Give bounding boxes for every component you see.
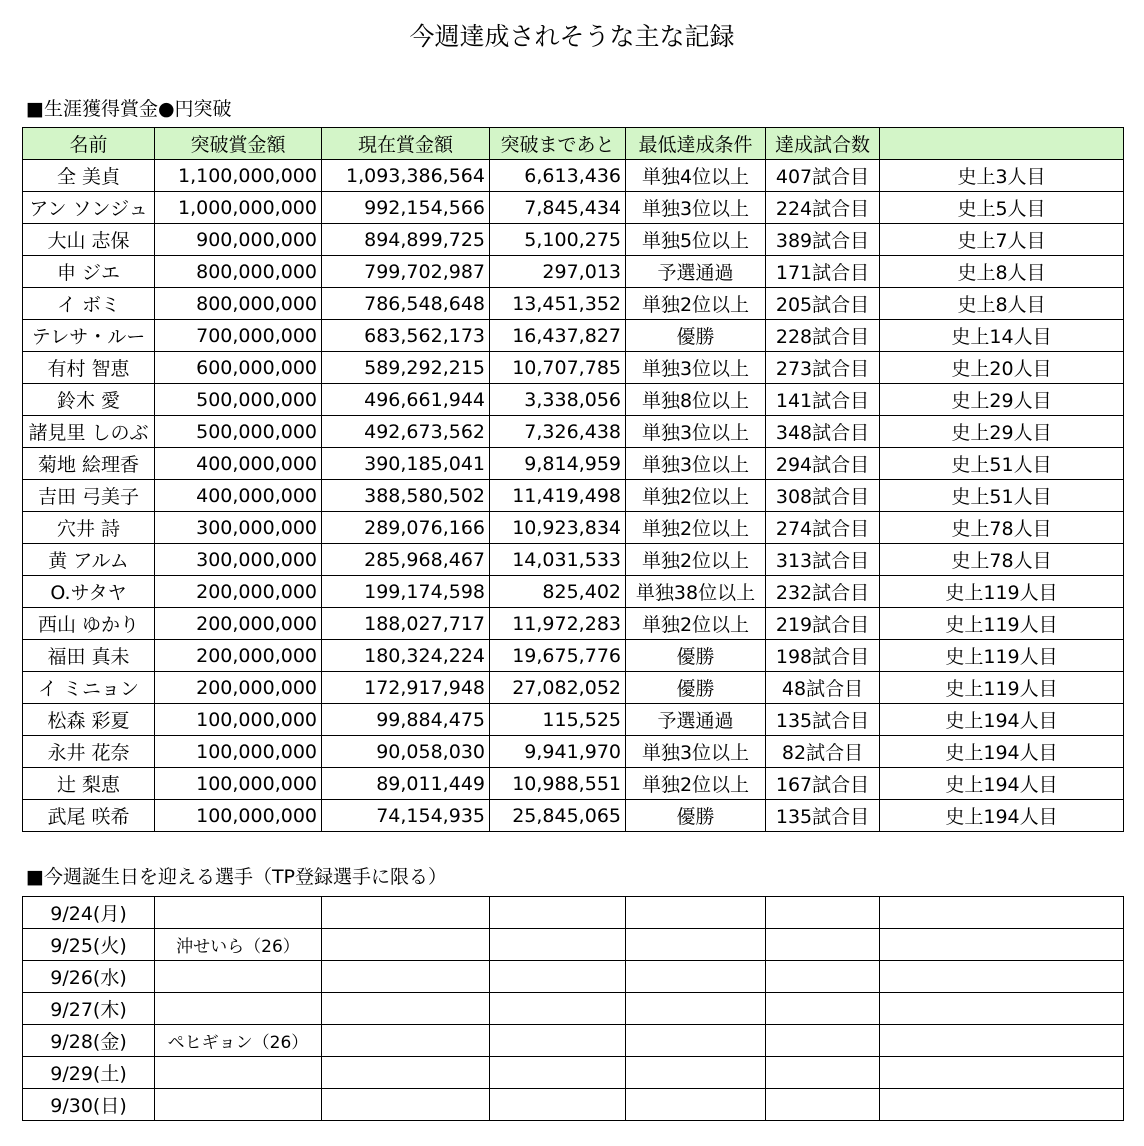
player-name-cell: 松森 彩夏 [23,704,155,736]
match-count-cell: 135試合目 [766,800,880,832]
match-count-cell: 141試合目 [766,384,880,416]
record-rank-cell: 史上8人目 [880,256,1124,288]
birthday-player-cell: 沖せいら（26） [155,929,322,961]
birthday-row [23,993,1124,1025]
remaining-amount-cell: 6,613,436 [490,160,626,192]
match-count-cell: 48試合目 [766,672,880,704]
birthday-row [23,961,1124,993]
match-count-cell: 348試合目 [766,416,880,448]
remaining-amount-cell: 11,972,283 [490,608,626,640]
player-name-cell: O.サタヤ [23,576,155,608]
remaining-amount-cell: 27,082,052 [490,672,626,704]
header-target-prize: 突破賞金額 [155,128,322,160]
table-row [23,736,1124,768]
remaining-amount-cell: 11,419,498 [490,480,626,512]
target-prize-cell: 200,000,000 [155,576,322,608]
player-name-cell: 穴井 詩 [23,512,155,544]
birthday-player-cell [155,1057,322,1089]
remaining-amount-cell: 7,845,434 [490,192,626,224]
empty-cell [766,1025,880,1057]
record-rank-cell: 史上119人目 [880,608,1124,640]
target-prize-cell: 800,000,000 [155,288,322,320]
target-prize-cell: 800,000,000 [155,256,322,288]
table-row [23,640,1124,672]
min-condition-cell: 単独3位以上 [626,352,766,384]
birthday-row [23,1057,1124,1089]
remaining-amount-cell: 16,437,827 [490,320,626,352]
empty-cell [490,993,626,1025]
empty-cell [880,1089,1124,1121]
record-rank-cell: 史上78人目 [880,512,1124,544]
current-prize-cell: 99,884,475 [322,704,490,736]
header-remaining: 突破まであと [490,128,626,160]
record-rank-cell: 史上51人目 [880,448,1124,480]
remaining-amount-cell: 25,845,065 [490,800,626,832]
empty-cell [626,1089,766,1121]
table-row [23,256,1124,288]
current-prize-cell: 390,185,041 [322,448,490,480]
match-count-cell: 273試合目 [766,352,880,384]
player-name-cell: 有村 智恵 [23,352,155,384]
table-row [23,704,1124,736]
player-name-cell: 大山 志保 [23,224,155,256]
header-current-prize: 現在賞金額 [322,128,490,160]
table-row [23,544,1124,576]
remaining-amount-cell: 115,525 [490,704,626,736]
table-row [23,384,1124,416]
current-prize-cell: 285,968,467 [322,544,490,576]
table-row [23,448,1124,480]
min-condition-cell: 単独5位以上 [626,224,766,256]
match-count-cell: 224試合目 [766,192,880,224]
remaining-amount-cell: 825,402 [490,576,626,608]
empty-cell [322,993,490,1025]
current-prize-cell: 894,899,725 [322,224,490,256]
prize-section-heading: ■生涯獲得賞金●円突破 [26,98,232,120]
player-name-cell: 黄 アルム [23,544,155,576]
match-count-cell: 167試合目 [766,768,880,800]
empty-cell [322,1089,490,1121]
remaining-amount-cell: 3,338,056 [490,384,626,416]
empty-cell [322,961,490,993]
birthday-date-cell: 9/26(水) [23,961,155,993]
empty-cell [880,897,1124,929]
empty-cell [766,929,880,961]
min-condition-cell: 単独3位以上 [626,736,766,768]
birthday-row [23,1089,1124,1121]
record-rank-cell: 史上194人目 [880,704,1124,736]
remaining-amount-cell: 10,923,834 [490,512,626,544]
remaining-amount-cell: 14,031,533 [490,544,626,576]
birthday-row [23,897,1124,929]
target-prize-cell: 400,000,000 [155,480,322,512]
min-condition-cell: 優勝 [626,320,766,352]
player-name-cell: 鈴木 愛 [23,384,155,416]
record-rank-cell: 史上14人目 [880,320,1124,352]
table-row [23,800,1124,832]
player-name-cell: 諸見里 しのぶ [23,416,155,448]
record-rank-cell: 史上51人目 [880,480,1124,512]
empty-cell [322,1057,490,1089]
remaining-amount-cell: 10,988,551 [490,768,626,800]
birthday-date-cell: 9/27(木) [23,993,155,1025]
target-prize-cell: 100,000,000 [155,704,322,736]
match-count-cell: 308試合目 [766,480,880,512]
birthday-table [22,896,1124,1121]
prize-table [22,127,1124,832]
player-name-cell: イ ボミ [23,288,155,320]
record-rank-cell: 史上194人目 [880,800,1124,832]
empty-cell [626,961,766,993]
empty-cell [880,1057,1124,1089]
empty-cell [626,1057,766,1089]
remaining-amount-cell: 10,707,785 [490,352,626,384]
player-name-cell: 武尾 咲希 [23,800,155,832]
match-count-cell: 274試合目 [766,512,880,544]
target-prize-cell: 200,000,000 [155,640,322,672]
player-name-cell: 全 美貞 [23,160,155,192]
min-condition-cell: 優勝 [626,800,766,832]
match-count-cell: 228試合目 [766,320,880,352]
target-prize-cell: 200,000,000 [155,608,322,640]
record-rank-cell: 史上194人目 [880,768,1124,800]
player-name-cell: 菊地 絵理香 [23,448,155,480]
table-row [23,576,1124,608]
table-row [23,192,1124,224]
empty-cell [490,961,626,993]
min-condition-cell: 予選通過 [626,256,766,288]
record-rank-cell: 史上78人目 [880,544,1124,576]
record-rank-cell: 史上7人目 [880,224,1124,256]
match-count-cell: 135試合目 [766,704,880,736]
table-header-row [23,128,1124,160]
remaining-amount-cell: 19,675,776 [490,640,626,672]
table-row [23,320,1124,352]
page-title: 今週達成されそうな主な記録 [409,22,735,51]
birthday-date-cell: 9/25(火) [23,929,155,961]
min-condition-cell: 優勝 [626,640,766,672]
record-rank-cell: 史上29人目 [880,384,1124,416]
table-row [23,288,1124,320]
current-prize-cell: 492,673,562 [322,416,490,448]
empty-cell [766,993,880,1025]
current-prize-cell: 799,702,987 [322,256,490,288]
current-prize-cell: 786,548,648 [322,288,490,320]
target-prize-cell: 600,000,000 [155,352,322,384]
table-row [23,160,1124,192]
birthday-player-cell [155,993,322,1025]
current-prize-cell: 289,076,166 [322,512,490,544]
target-prize-cell: 300,000,000 [155,512,322,544]
min-condition-cell: 単独2位以上 [626,768,766,800]
record-rank-cell: 史上194人目 [880,736,1124,768]
target-prize-cell: 100,000,000 [155,768,322,800]
empty-cell [766,1057,880,1089]
min-condition-cell: 単独3位以上 [626,416,766,448]
player-name-cell: 永井 花奈 [23,736,155,768]
match-count-cell: 294試合目 [766,448,880,480]
min-condition-cell: 予選通過 [626,704,766,736]
header-match-count: 達成試合数 [766,128,880,160]
target-prize-cell: 500,000,000 [155,384,322,416]
min-condition-cell: 単独4位以上 [626,160,766,192]
empty-cell [626,993,766,1025]
current-prize-cell: 388,580,502 [322,480,490,512]
current-prize-cell: 992,154,566 [322,192,490,224]
header-condition: 最低達成条件 [626,128,766,160]
player-name-cell: 西山 ゆかり [23,608,155,640]
empty-cell [490,1089,626,1121]
target-prize-cell: 200,000,000 [155,672,322,704]
player-name-cell: アン ソンジュ [23,192,155,224]
birthday-row [23,1025,1124,1057]
min-condition-cell: 単独2位以上 [626,512,766,544]
remaining-amount-cell: 9,814,959 [490,448,626,480]
target-prize-cell: 400,000,000 [155,448,322,480]
empty-cell [490,897,626,929]
table-row [23,416,1124,448]
min-condition-cell: 単独3位以上 [626,192,766,224]
empty-cell [766,961,880,993]
table-row [23,480,1124,512]
birthday-row [23,929,1124,961]
match-count-cell: 232試合目 [766,576,880,608]
current-prize-cell: 172,917,948 [322,672,490,704]
remaining-amount-cell: 7,326,438 [490,416,626,448]
birthday-date-cell: 9/30(日) [23,1089,155,1121]
target-prize-cell: 900,000,000 [155,224,322,256]
min-condition-cell: 優勝 [626,672,766,704]
target-prize-cell: 300,000,000 [155,544,322,576]
current-prize-cell: 496,661,944 [322,384,490,416]
match-count-cell: 82試合目 [766,736,880,768]
record-rank-cell: 史上3人目 [880,160,1124,192]
record-rank-cell: 史上8人目 [880,288,1124,320]
current-prize-cell: 180,324,224 [322,640,490,672]
min-condition-cell: 単独2位以上 [626,480,766,512]
empty-cell [490,1025,626,1057]
player-name-cell: 福田 真未 [23,640,155,672]
table-row [23,768,1124,800]
current-prize-cell: 589,292,215 [322,352,490,384]
birthday-date-cell: 9/24(月) [23,897,155,929]
table-row [23,512,1124,544]
player-name-cell: 申 ジエ [23,256,155,288]
birthday-player-cell: ペヒギョン（26） [155,1025,322,1057]
target-prize-cell: 1,100,000,000 [155,160,322,192]
empty-cell [766,897,880,929]
match-count-cell: 389試合目 [766,224,880,256]
birthday-player-cell [155,961,322,993]
header-record [880,128,1124,160]
empty-cell [626,929,766,961]
record-rank-cell: 史上119人目 [880,672,1124,704]
target-prize-cell: 500,000,000 [155,416,322,448]
birthday-player-cell [155,1089,322,1121]
record-rank-cell: 史上119人目 [880,576,1124,608]
min-condition-cell: 単独8位以上 [626,384,766,416]
match-count-cell: 171試合目 [766,256,880,288]
table-row [23,224,1124,256]
empty-cell [766,1089,880,1121]
min-condition-cell: 単独3位以上 [626,448,766,480]
empty-cell [880,993,1124,1025]
min-condition-cell: 単独2位以上 [626,544,766,576]
target-prize-cell: 700,000,000 [155,320,322,352]
empty-cell [322,897,490,929]
min-condition-cell: 単独38位以上 [626,576,766,608]
empty-cell [322,929,490,961]
min-condition-cell: 単独2位以上 [626,608,766,640]
record-rank-cell: 史上20人目 [880,352,1124,384]
match-count-cell: 313試合目 [766,544,880,576]
table-row [23,608,1124,640]
current-prize-cell: 188,027,717 [322,608,490,640]
current-prize-cell: 74,154,935 [322,800,490,832]
table-row [23,672,1124,704]
table-row [23,352,1124,384]
empty-cell [490,1057,626,1089]
target-prize-cell: 100,000,000 [155,736,322,768]
birthday-section-heading: ■今週誕生日を迎える選手（TP登録選手に限る） [26,866,448,888]
player-name-cell: イ ミニョン [23,672,155,704]
min-condition-cell: 単独2位以上 [626,288,766,320]
empty-cell [626,1025,766,1057]
current-prize-cell: 199,174,598 [322,576,490,608]
remaining-amount-cell: 5,100,275 [490,224,626,256]
match-count-cell: 198試合目 [766,640,880,672]
target-prize-cell: 100,000,000 [155,800,322,832]
empty-cell [322,1025,490,1057]
record-rank-cell: 史上119人目 [880,640,1124,672]
empty-cell [626,897,766,929]
match-count-cell: 219試合目 [766,608,880,640]
target-prize-cell: 1,000,000,000 [155,192,322,224]
remaining-amount-cell: 297,013 [490,256,626,288]
birthday-date-cell: 9/29(土) [23,1057,155,1089]
birthday-player-cell [155,897,322,929]
empty-cell [880,1025,1124,1057]
empty-cell [490,929,626,961]
birthday-date-cell: 9/28(金) [23,1025,155,1057]
player-name-cell: テレサ・ルー [23,320,155,352]
current-prize-cell: 90,058,030 [322,736,490,768]
current-prize-cell: 89,011,449 [322,768,490,800]
record-rank-cell: 史上5人目 [880,192,1124,224]
player-name-cell: 吉田 弓美子 [23,480,155,512]
remaining-amount-cell: 9,941,970 [490,736,626,768]
record-rank-cell: 史上29人目 [880,416,1124,448]
empty-cell [880,961,1124,993]
current-prize-cell: 1,093,386,564 [322,160,490,192]
remaining-amount-cell: 13,451,352 [490,288,626,320]
match-count-cell: 205試合目 [766,288,880,320]
header-name: 名前 [23,128,155,160]
match-count-cell: 407試合目 [766,160,880,192]
empty-cell [880,929,1124,961]
player-name-cell: 辻 梨恵 [23,768,155,800]
current-prize-cell: 683,562,173 [322,320,490,352]
